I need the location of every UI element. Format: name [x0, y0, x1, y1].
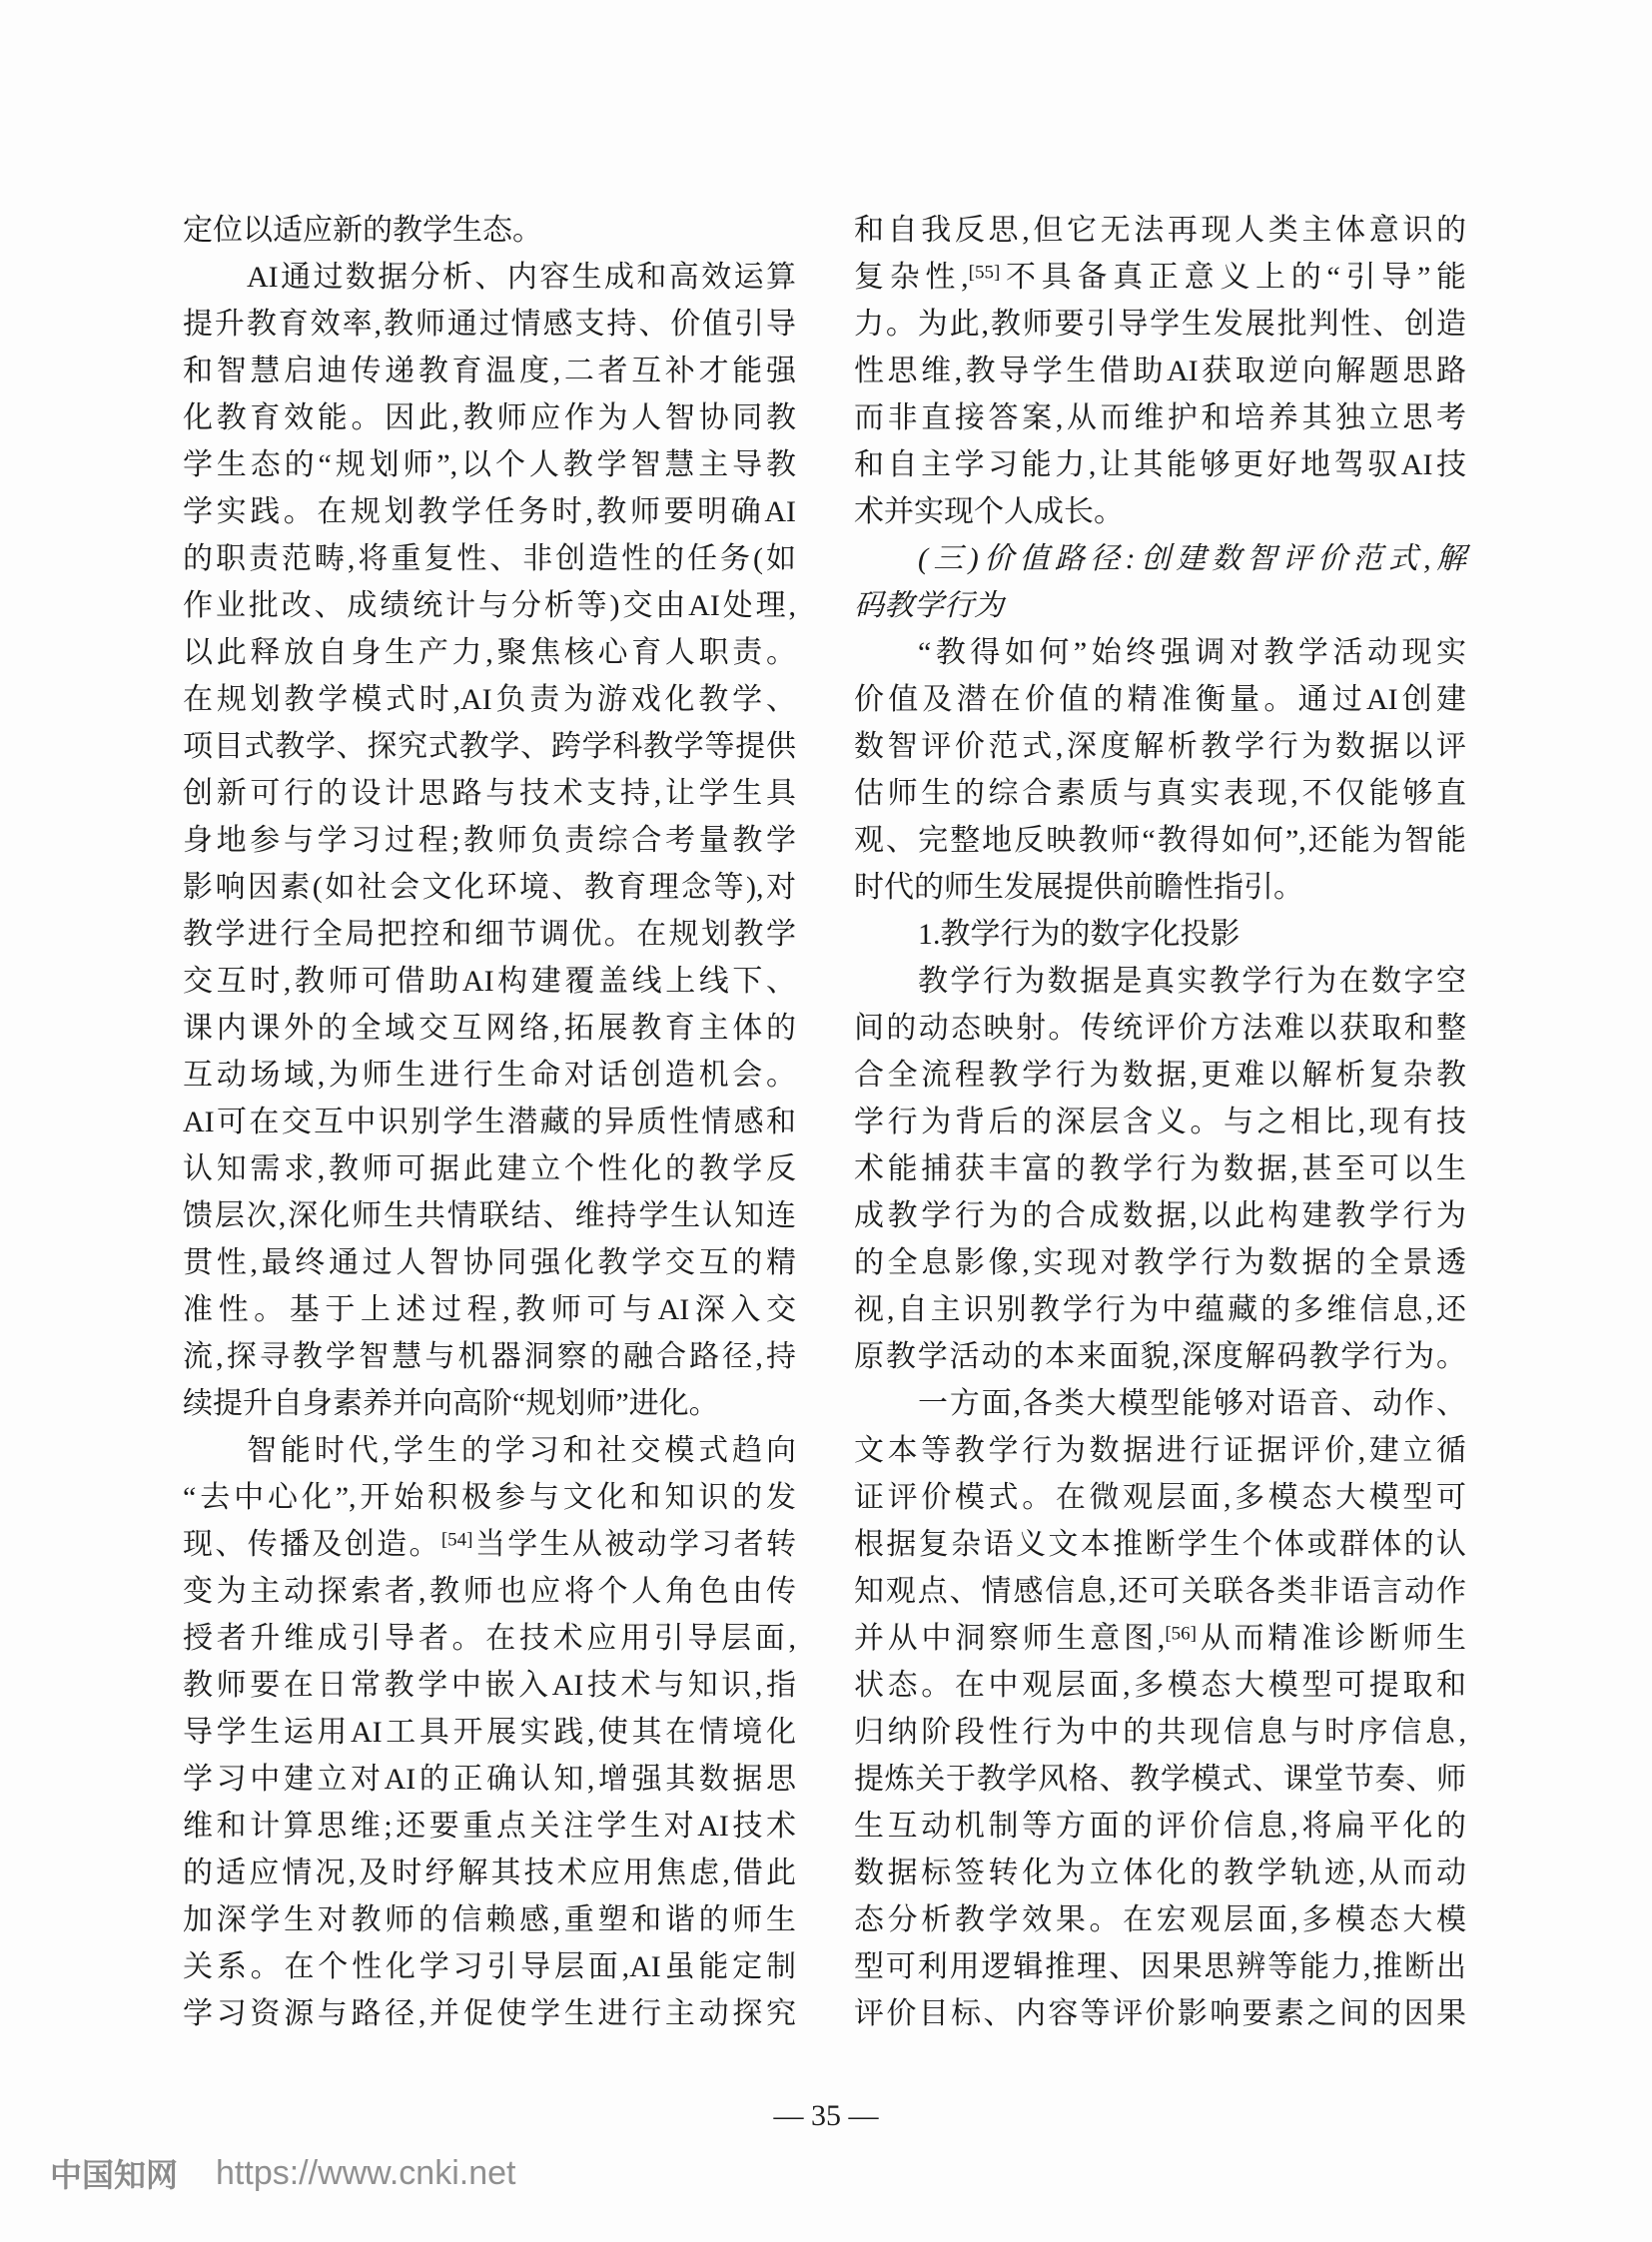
right-text-column — [854, 207, 1466, 2037]
text-line: 教师要在日常教学中嵌入AI技术与知识,指 — [183, 1669, 796, 1702]
text-line: 状态。在中观层面,多模态大模型可提取和 — [854, 1669, 1466, 1702]
text-line: 数据标签转化为立体化的教学轨迹,从而动 — [854, 1857, 1466, 1889]
text-line: 贯性,最终通过人智协同强化教学交互的精 — [183, 1246, 796, 1279]
text-line: 数智评价范式,深度解析教学行为数据以评 — [854, 730, 1466, 763]
text-line: 原教学活动的本来面貌,深度解码教学行为。 — [854, 1340, 1466, 1373]
text-line: 的全息影像,实现对教学行为数据的全景透 — [854, 1246, 1466, 1279]
text-line: 间的动态映射。传统评价方法难以获取和整 — [854, 1012, 1466, 1045]
text-line: 1.教学行为的数字化投影 — [918, 918, 1240, 951]
text-line: 时代的师生发展提供前瞻性指引。 — [854, 871, 1303, 904]
text-line: 一方面,各类大模型能够对语音、动作、 — [918, 1387, 1466, 1420]
text-line: (三)价值路径:创建数智评价范式,解 — [918, 542, 1466, 575]
text-line: 合全流程教学行为数据,更难以解析复杂教 — [854, 1059, 1466, 1092]
text-line: 互动场域,为师生进行生命对话创造机会。 — [183, 1059, 796, 1092]
text-line: 生互动机制等方面的评价信息,将扁平化的 — [854, 1810, 1466, 1843]
text-line: 归纳阶段性行为中的共现信息与时序信息, — [854, 1716, 1466, 1749]
text-line: 观、完整地反映教师“教得如何”,还能为智能 — [854, 824, 1466, 857]
text-line: 和自主学习能力,让其能够更好地驾驭AI技 — [854, 448, 1466, 481]
text-line: 力。为此,教师要引导学生发展批判性、创造 — [854, 308, 1466, 341]
text-line: 提升教育效率,教师通过情感支持、价值引导 — [183, 308, 796, 341]
text-line: 关系。在个性化学习引导层面,AI虽能定制 — [183, 1950, 796, 1983]
text-line: 项目式教学、探究式教学、跨学科教学等提供 — [183, 730, 796, 763]
text-line: 提炼关于教学风格、教学模式、课堂节奏、师 — [854, 1763, 1466, 1796]
text-line: 馈层次,深化师生共情联结、维持学生认知连 — [183, 1199, 796, 1232]
text-line: 定位以适应新的教学生态。 — [183, 214, 542, 247]
text-line: 术并实现个人成长。 — [854, 495, 1124, 528]
text-line: 准性。基于上述过程,教师可与AI深入交 — [183, 1293, 796, 1326]
text-line: 认知需求,教师可据此建立个性化的教学反 — [183, 1152, 796, 1185]
text-line: 加深学生对教师的信赖感,重塑和谐的师生 — [183, 1903, 796, 1936]
text-line: 复杂性,[55]不具备真正意义上的“引导”能 — [854, 261, 1466, 294]
text-line: 教学行为数据是真实教学行为在数字空 — [918, 965, 1466, 998]
text-line: 学习中建立对AI的正确认知,增强其数据思 — [183, 1763, 796, 1796]
text-line: 以此释放自身生产力,聚焦核心育人职责。 — [183, 636, 796, 669]
cnki-brand-text: 中国知网 — [50, 2157, 179, 2193]
text-line: 估师生的综合素质与真实表现,不仅能够直 — [854, 777, 1466, 810]
text-line: 教学进行全局把控和细节调优。在规划教学 — [183, 918, 796, 951]
text-line: 学生态的“规划师”,以个人教学智慧主导教 — [183, 448, 796, 481]
text-line: 的适应情况,及时纾解其技术应用焦虑,借此 — [183, 1857, 796, 1889]
text-line: 和智慧启迪传递教育温度,二者互补才能强 — [183, 355, 796, 387]
text-line: 学行为背后的深层含义。与之相比,现有技 — [854, 1106, 1466, 1138]
text-line: 导学生运用AI工具开展实践,使其在情境化 — [183, 1716, 796, 1749]
text-line: 流,探寻教学智慧与机器洞察的融合路径,持 — [183, 1340, 796, 1373]
left-text-column — [183, 207, 796, 2037]
footnote-ref: [56] — [1165, 1623, 1197, 1645]
text-line: 化教育效能。因此,教师应作为人智协同教 — [183, 401, 796, 434]
text-line: 码教学行为 — [854, 589, 1004, 622]
text-line: AI可在交互中识别学生潜藏的异质性情感和 — [183, 1106, 796, 1138]
text-line: 智能时代,学生的学习和社交模式趋向 — [247, 1434, 796, 1467]
text-line: 身地参与学习过程;教师负责综合考量教学 — [183, 824, 796, 857]
text-line: 维和计算思维;还要重点关注学生对AI技术 — [183, 1810, 796, 1843]
footnote-ref: [54] — [440, 1529, 473, 1551]
text-line: 续提升自身素养并向高阶“规划师”进化。 — [183, 1387, 719, 1420]
text-line: 并从中洞察师生意图,[56]从而精准诊断师生 — [854, 1622, 1467, 1655]
cnki-url-text: https://www.cnki.net — [216, 2153, 516, 2192]
text-line: 变为主动探索者,教师也应将个人角色由传 — [183, 1575, 796, 1608]
text-line: 现、传播及创造。[54]当学生从被动学习者转 — [183, 1528, 797, 1561]
text-line: AI通过数据分析、内容生成和高效运算 — [247, 261, 796, 294]
text-line: 学习资源与路径,并促使学生进行主动探究 — [183, 1997, 796, 2030]
text-line: 态分析教学效果。在宏观层面,多模态大模 — [854, 1903, 1466, 1936]
text-line: 术能捕获丰富的教学行为数据,甚至可以生 — [854, 1152, 1466, 1185]
text-line: 和自我反思,但它无法再现人类主体意识的 — [854, 214, 1466, 247]
text-line: 型可利用逻辑推理、因果思辨等能力,推断出 — [854, 1950, 1466, 1983]
text-line: 知观点、情感信息,还可关联各类非语言动作 — [854, 1575, 1466, 1608]
text-line: 而非直接答案,从而维护和培养其独立思考 — [854, 401, 1466, 434]
text-line: 作业批改、成绩统计与分析等)交由AI处理, — [183, 589, 796, 622]
footnote-ref: [55] — [968, 262, 1001, 284]
text-line: 文本等教学行为数据进行证据评价,建立循 — [854, 1434, 1466, 1467]
text-line: 视,自主识别教学行为中蕴藏的多维信息,还 — [854, 1293, 1466, 1326]
page-number: — 35 — — [773, 2099, 879, 2132]
text-line: 性思维,教导学生借助AI获取逆向解题思路 — [854, 355, 1466, 387]
text-line: 交互时,教师可借助AI构建覆盖线上线下、 — [183, 965, 796, 998]
text-line: “教得如何”始终强调对教学活动现实 — [918, 636, 1466, 669]
text-line: 课内课外的全域交互网络,拓展教育主体的 — [183, 1012, 796, 1045]
text-line: 的职责范畴,将重复性、非创造性的任务(如 — [183, 542, 796, 575]
cnki-watermark — [50, 2149, 515, 2197]
text-line: 影响因素(如社会文化环境、教育理念等),对 — [183, 871, 796, 904]
text-line: 学实践。在规划教学任务时,教师要明确AI — [183, 495, 796, 528]
text-line: “去中心化”,开始积极参与文化和知识的发 — [183, 1481, 796, 1514]
text-line: 评价目标、内容等评价影响要素之间的因果 — [854, 1997, 1466, 2030]
text-line: 在规划教学模式时,AI负责为游戏化教学、 — [183, 683, 796, 716]
text-line: 创新可行的设计思路与技术支持,让学生具 — [183, 777, 796, 810]
text-line: 证评价模式。在微观层面,多模态大模型可 — [854, 1481, 1466, 1514]
text-line: 价值及潜在价值的精准衡量。通过AI创建 — [854, 683, 1466, 716]
text-line: 根据复杂语义文本推断学生个体或群体的认 — [854, 1528, 1466, 1561]
text-line: 授者升维成引导者。在技术应用引导层面, — [183, 1622, 796, 1655]
text-line: 成教学行为的合成数据,以此构建教学行为 — [854, 1199, 1466, 1232]
